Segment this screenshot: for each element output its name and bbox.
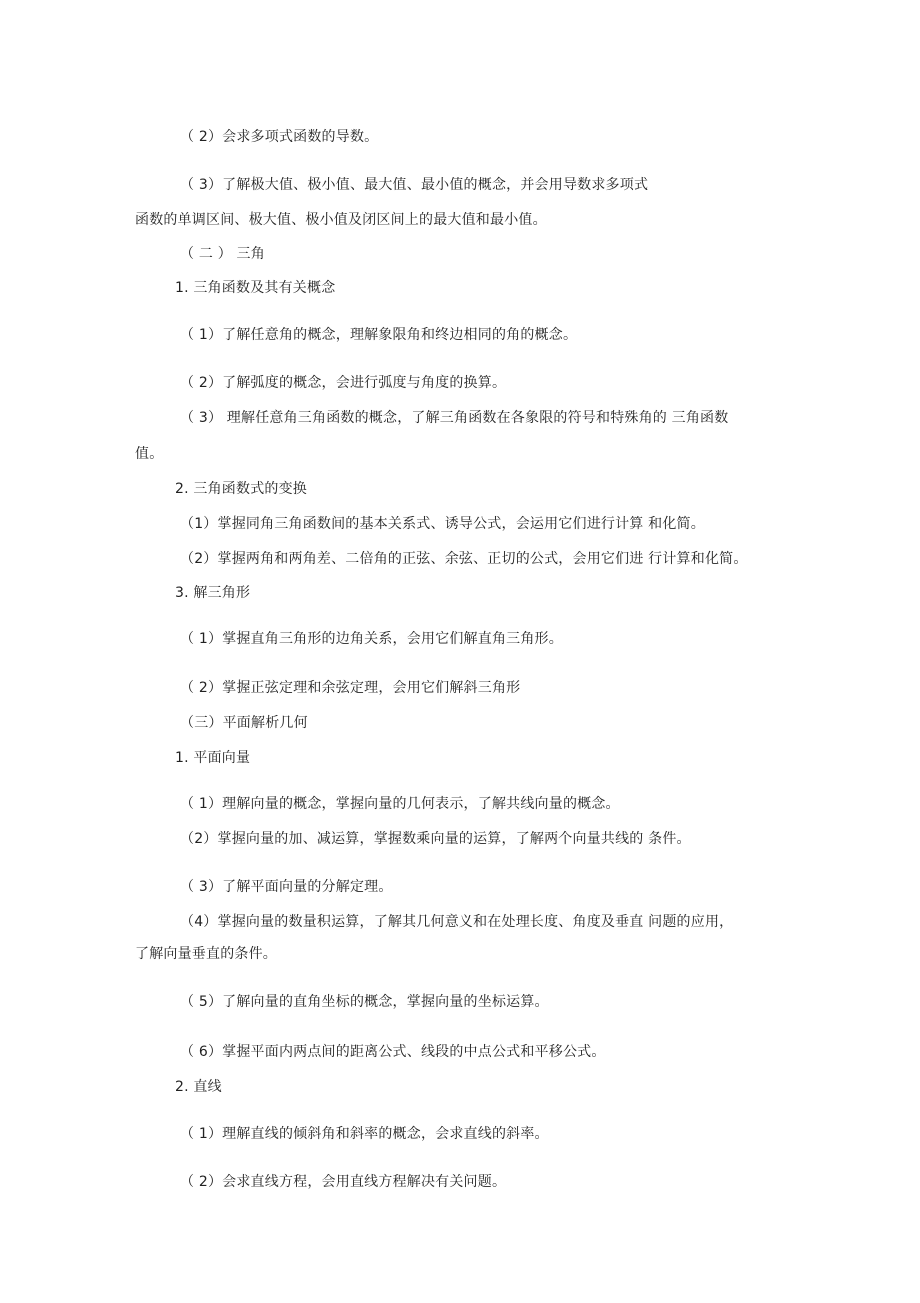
subsection-heading: 1. 三角函数及其有关概念: [175, 280, 336, 296]
text-line: （ 2）会求多项式函数的导数。: [180, 129, 379, 145]
subsection-heading: 1. 平面向量: [175, 750, 251, 766]
text-line: （ 1）掌握直角三角形的边角关系，会用它们解直角三角形。: [180, 631, 563, 647]
text-line: （ 1）理解向量的概念，掌握向量的几何表示，了解共线向量的概念。: [180, 796, 620, 812]
text-line: （ 3）了解平面向量的分解定理。: [180, 879, 393, 895]
text-line: （ 5）了解向量的直角坐标的概念，掌握向量的坐标运算。: [180, 994, 549, 1010]
text-line: （ 2）掌握正弦定理和余弦定理，会用它们解斜三角形: [180, 680, 521, 696]
subsection-heading: 2. 直线: [175, 1079, 222, 1095]
text-line: 函数的单调区间、极大值、极小值及闭区间上的最大值和最小值。: [135, 212, 547, 228]
section-heading: （ 二 ） 三角: [180, 246, 265, 262]
text-line: （ 3）了解极大值、极小值、最大值、最小值的概念，并会用导数求多项式: [180, 177, 649, 193]
text-line: （ 2）了解弧度的概念，会进行弧度与角度的换算。: [180, 375, 507, 391]
text-line: （2）掌握向量的加、减运算，掌握数乘向量的运算，了解两个向量共线的 条件。: [180, 831, 691, 847]
text-line: （ 6）掌握平面内两点间的距离公式、线段的中点公式和平移公式。: [180, 1044, 606, 1060]
text-line: （ 1）了解任意角的概念，理解象限角和终边相同的角的概念。: [180, 327, 578, 343]
text-line: （2）掌握两角和两角差、二倍角的正弦、余弦、正切的公式，会用它们进 行计算和化简。: [180, 551, 748, 567]
section-heading: （三）平面解析几何: [180, 715, 308, 731]
text-line: 值。: [135, 446, 164, 462]
subsection-heading: 3. 解三角形: [175, 585, 251, 601]
text-line: 了解向量垂直的条件。: [135, 946, 277, 962]
text-line: （ 2）会求直线方程，会用直线方程解决有关问题。: [180, 1174, 507, 1190]
text-line: （1）掌握同角三角函数间的基本关系式、诱导公式，会运用它们进行计算 和化简。: [180, 516, 705, 532]
text-line: （ 3） 理解任意角三角函数的概念，了解三角函数在各象限的符号和特殊角的 三角函数: [180, 410, 729, 426]
subsection-heading: 2. 三角函数式的变换: [175, 481, 308, 497]
text-line: （ 1）理解直线的倾斜角和斜率的概念，会求直线的斜率。: [180, 1126, 549, 1142]
text-line: （4）掌握向量的数量积运算，了解其几何意义和在处理长度、角度及垂直 问题的应用，: [180, 914, 734, 930]
